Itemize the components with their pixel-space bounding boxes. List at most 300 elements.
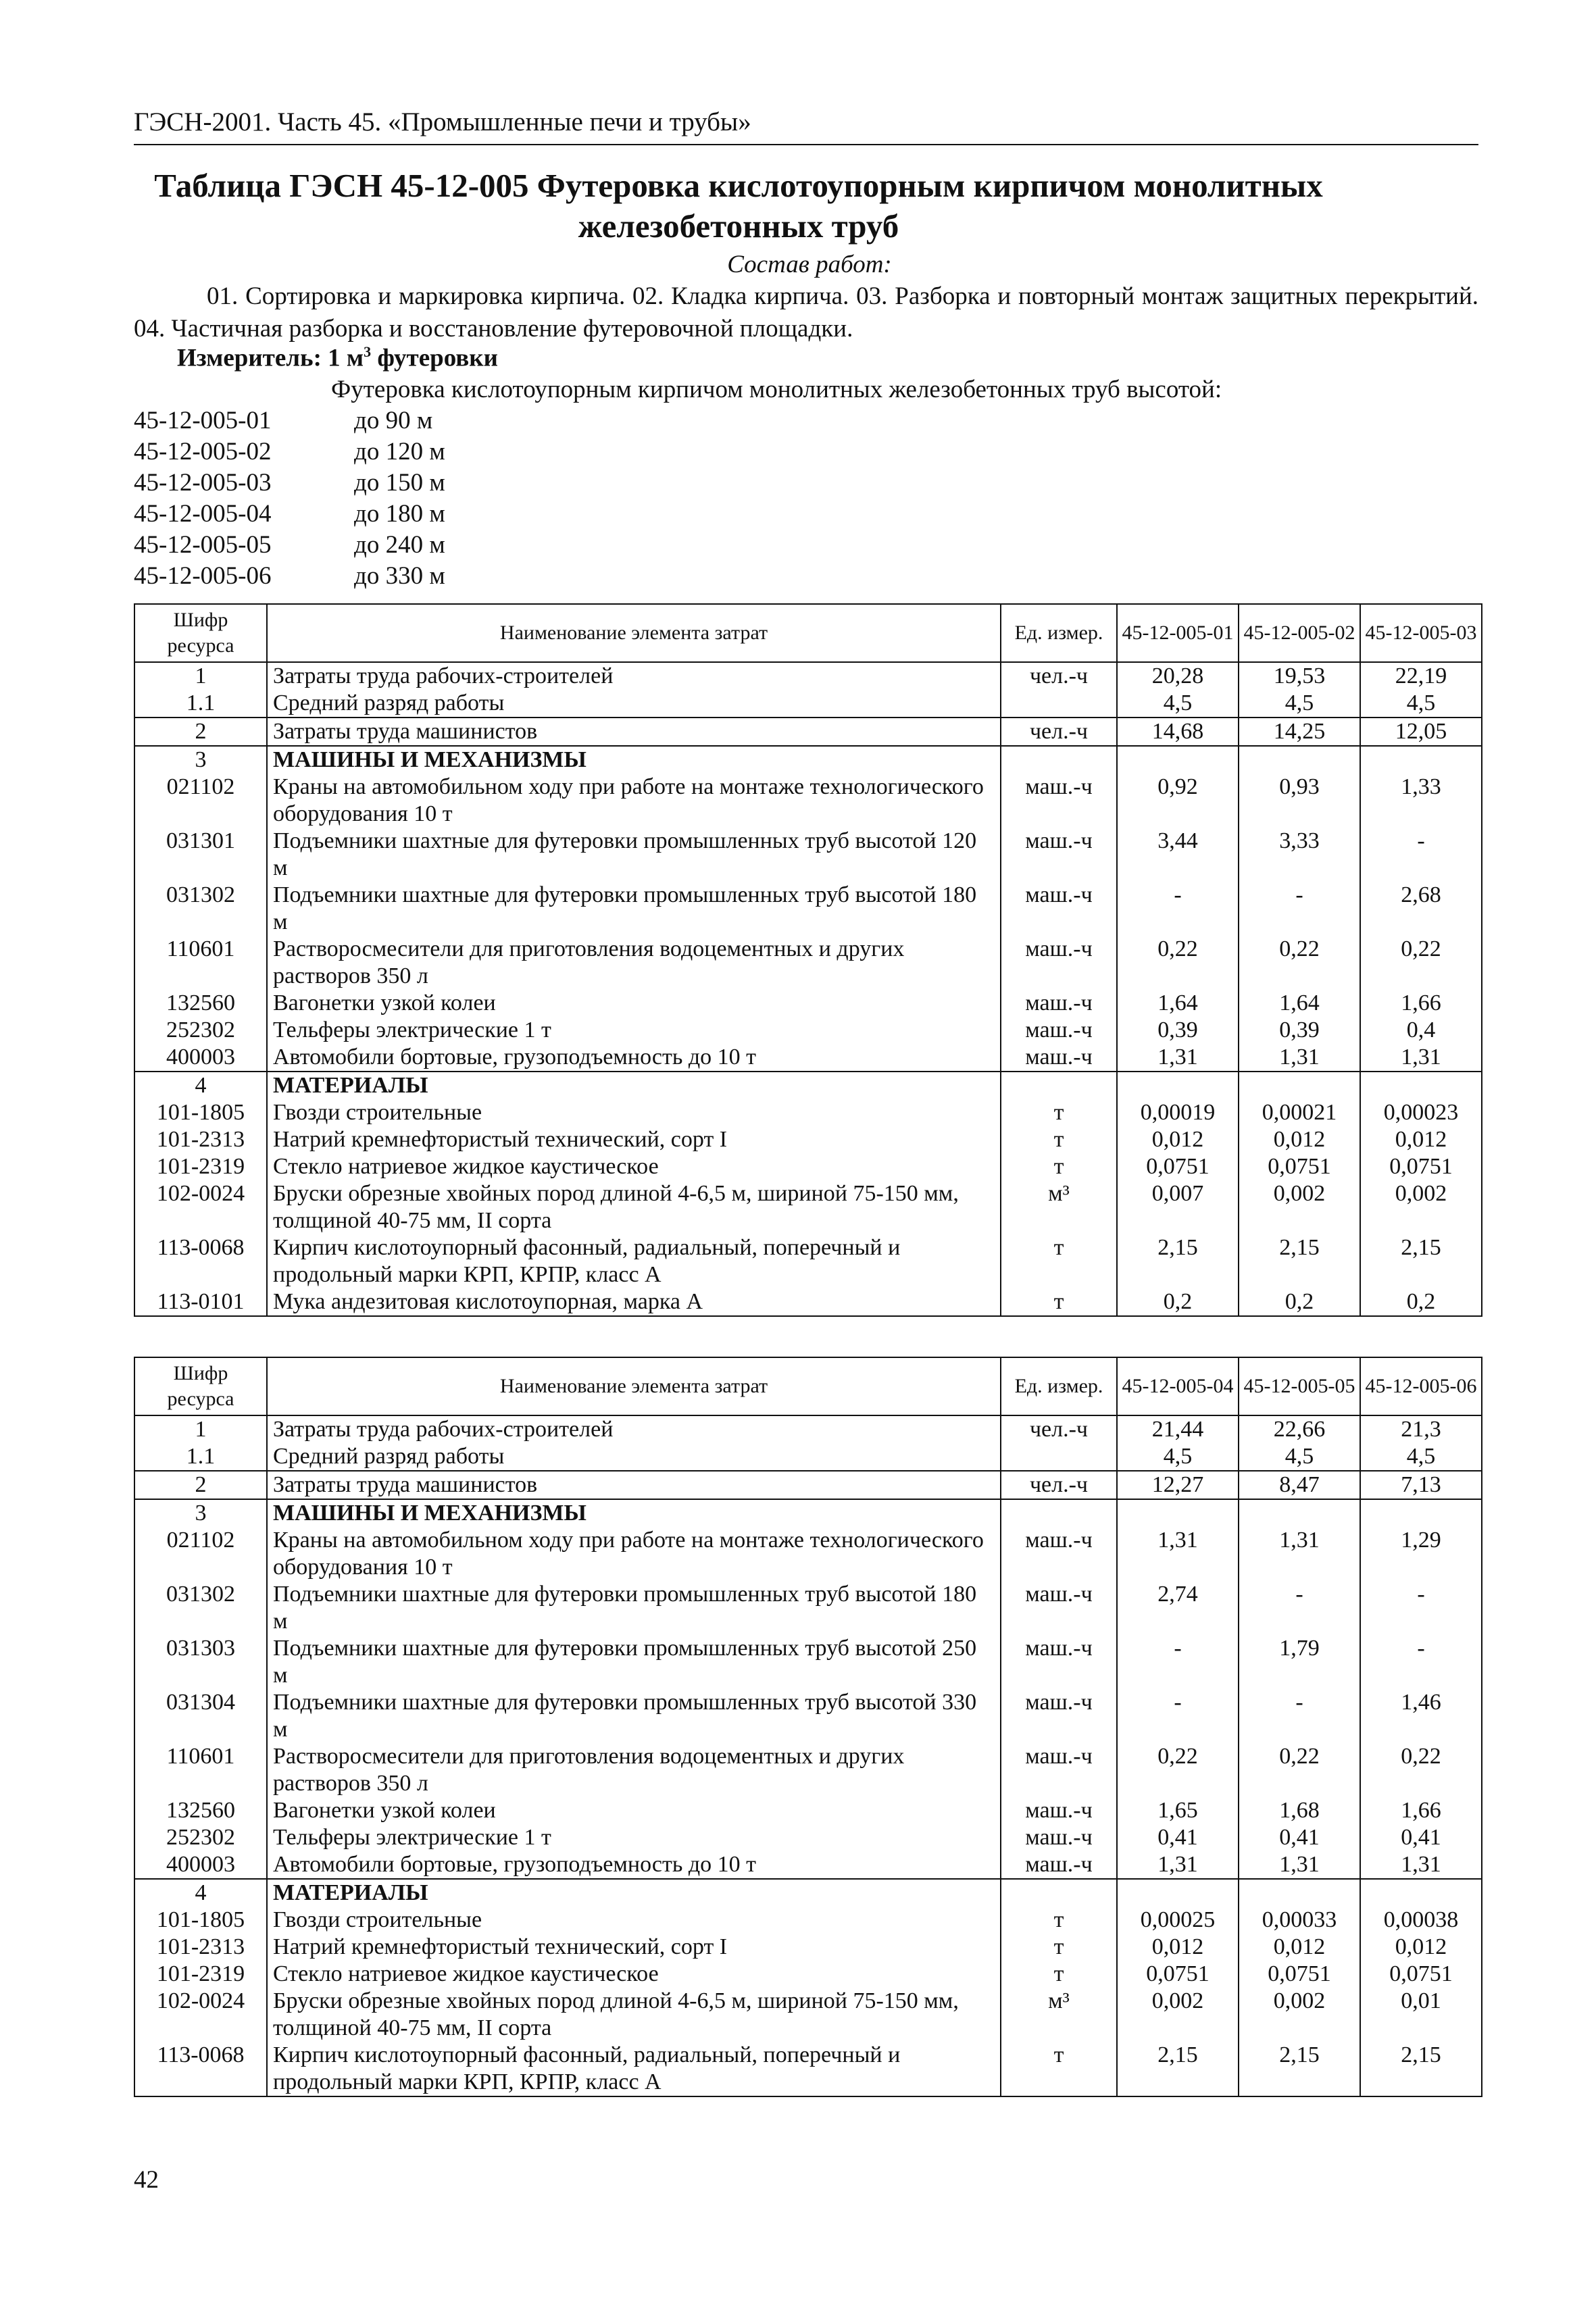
norm-value: 0,22: [1117, 1743, 1239, 1797]
norm-value: 4,5: [1239, 1443, 1360, 1471]
norm-value: 1,64: [1239, 990, 1360, 1017]
resource-code: 113-0068: [134, 1234, 267, 1288]
resource-code: 132560: [134, 990, 267, 1017]
table-row: [134, 1499, 1482, 1527]
header-name: Наименование элемента затрат: [267, 604, 1001, 662]
norm-value: 0,39: [1117, 1017, 1239, 1044]
table-header-row: [134, 604, 1482, 662]
cost-element-name: Средний разряд работы: [267, 1443, 1001, 1471]
header-col-code: 45-12-005-05: [1239, 1357, 1360, 1415]
resource-code: 252302: [134, 1017, 267, 1044]
table-row: [134, 1988, 1482, 2042]
resource-code: 101-2319: [134, 1153, 267, 1180]
code-description: до 180 м: [354, 500, 445, 528]
table-row: [134, 1797, 1482, 1824]
norm-value: -: [1360, 828, 1482, 882]
norm-value: 1,68: [1239, 1797, 1360, 1824]
norm-value: -: [1117, 1635, 1239, 1689]
cost-element-name: Бруски обрезные хвойных пород длиной 4-6,5 м, шириной 75-150 мм, толщиной 40-75 мм, II сорта: [267, 1988, 1001, 2042]
norm-value: -: [1239, 882, 1360, 936]
resource-code: 031304: [134, 1689, 267, 1743]
norm-value: 0,002: [1239, 1180, 1360, 1234]
norm-value: 4,5: [1239, 690, 1360, 718]
resource-code: 1.1: [134, 1443, 267, 1471]
norm-value: 1,29: [1360, 1527, 1482, 1581]
norm-value: 3,33: [1239, 828, 1360, 882]
resource-code: 4: [134, 1072, 267, 1099]
table-row: [134, 1581, 1482, 1635]
table-title-line2: железобетонных труб: [578, 207, 899, 245]
norm-value: [1239, 1072, 1360, 1099]
norm-value: 1,31: [1360, 1044, 1482, 1072]
resource-code: 4: [134, 1879, 267, 1907]
code-description: до 120 м: [354, 438, 445, 466]
norm-value: 0,012: [1239, 1126, 1360, 1153]
cost-element-name: Растворосмесители для приготовления водоцементных и других растворов 350 л: [267, 1743, 1001, 1797]
resource-code: 1: [134, 1415, 267, 1443]
norm-value: [1239, 1499, 1360, 1527]
unit-of-measure: [1001, 690, 1117, 718]
norm-value: [1239, 1879, 1360, 1907]
table-row: [134, 1879, 1482, 1907]
norm-value: 0,0751: [1117, 1961, 1239, 1988]
table-row: [134, 1851, 1482, 1879]
table-row: [134, 662, 1482, 690]
norm-value: 1,31: [1117, 1851, 1239, 1879]
norm-table-1: [134, 603, 1482, 1317]
code-number: 45-12-005-01: [134, 407, 272, 434]
code-description: до 240 м: [354, 531, 445, 559]
unit-of-measure: маш.-ч: [1001, 990, 1117, 1017]
resource-code: 021102: [134, 1527, 267, 1581]
measure-tail: футеровки: [371, 344, 498, 372]
table-row: [134, 774, 1482, 828]
norm-value: 1,66: [1360, 990, 1482, 1017]
table-row: [134, 990, 1482, 1017]
norm-table-2: [134, 1357, 1482, 2097]
unit-of-measure: маш.-ч: [1001, 1743, 1117, 1797]
norm-value: 0,2: [1360, 1288, 1482, 1316]
unit-of-measure: т: [1001, 1153, 1117, 1180]
table-row: [134, 1471, 1482, 1499]
resource-code: 113-0101: [134, 1288, 267, 1316]
norm-value: 22,19: [1360, 662, 1482, 690]
unit-of-measure: маш.-ч: [1001, 1824, 1117, 1851]
cost-element-name: Стекло натриевое жидкое каустическое: [267, 1153, 1001, 1180]
norm-value: 2,15: [1239, 1234, 1360, 1288]
norm-value: 1,31: [1117, 1527, 1239, 1581]
unit-of-measure: т: [1001, 2042, 1117, 2096]
table-row: [134, 936, 1482, 990]
unit-of-measure: маш.-ч: [1001, 774, 1117, 828]
norm-value: 0,012: [1117, 1126, 1239, 1153]
norm-value: 4,5: [1117, 1443, 1239, 1471]
norm-value: 0,22: [1360, 936, 1482, 990]
running-header: ГЭСН-2001. Часть 45. «Промышленные печи и трубы»: [134, 107, 751, 136]
resource-code: 1.1: [134, 690, 267, 718]
cost-element-name: Краны на автомобильном ходу при работе на монтаже технологического оборудования 10 т: [267, 1527, 1001, 1581]
norm-value: 0,00023: [1360, 1099, 1482, 1126]
norm-value: 0,22: [1360, 1743, 1482, 1797]
table-row: [134, 1527, 1482, 1581]
table-row: [134, 882, 1482, 936]
resource-code: 1: [134, 662, 267, 690]
norm-value: 0,012: [1360, 1126, 1482, 1153]
table-header-row: [134, 1357, 1482, 1415]
table-row: [134, 1099, 1482, 1126]
table-row: [134, 1126, 1482, 1153]
table-row: [134, 1153, 1482, 1180]
resource-code: 102-0024: [134, 1180, 267, 1234]
norm-value: 2,15: [1117, 2042, 1239, 2096]
norm-value: 1,31: [1239, 1044, 1360, 1072]
resource-code: 021102: [134, 774, 267, 828]
unit-of-measure: [1001, 1443, 1117, 1471]
table-row: [134, 1743, 1482, 1797]
code-number: 45-12-005-02: [134, 438, 272, 466]
norm-value: 0,4: [1360, 1017, 1482, 1044]
table-row: [134, 746, 1482, 774]
norm-value: 20,28: [1117, 662, 1239, 690]
norm-value: 0,002: [1360, 1180, 1482, 1234]
norm-value: 0,41: [1239, 1824, 1360, 1851]
unit-of-measure: т: [1001, 1234, 1117, 1288]
table-row: [134, 1072, 1482, 1099]
norm-value: 8,47: [1239, 1471, 1360, 1499]
cost-element-name: Натрий кремнефтористый технический, сорт I: [267, 1934, 1001, 1961]
norm-value: 2,15: [1239, 2042, 1360, 2096]
table-title: [134, 166, 1343, 247]
norm-value: [1360, 1879, 1482, 1907]
norm-value: 0,2: [1239, 1288, 1360, 1316]
cost-element-name: Кирпич кислотоупорный фасонный, радиальный, поперечный и продольный марки КРП, КРПР, класс А: [267, 2042, 1001, 2096]
code-item: [134, 468, 445, 499]
table-row: [134, 1443, 1482, 1471]
cost-element-name: Стекло натриевое жидкое каустическое: [267, 1961, 1001, 1988]
table-row: [134, 1180, 1482, 1234]
cost-element-name: Подъемники шахтные для футеровки промышленных труб высотой 250 м: [267, 1635, 1001, 1689]
cost-element-name: Затраты труда машинистов: [267, 718, 1001, 746]
norm-value: [1117, 1499, 1239, 1527]
norm-value: -: [1239, 1581, 1360, 1635]
measure-sup: 3: [364, 343, 372, 360]
cost-element-name: Подъемники шахтные для футеровки промышленных труб высотой 180 м: [267, 882, 1001, 936]
norm-value: [1239, 746, 1360, 774]
cost-element-name: МАШИНЫ И МЕХАНИЗМЫ: [267, 1499, 1001, 1527]
norm-value: 21,3: [1360, 1415, 1482, 1443]
norm-value: 0,0751: [1360, 1961, 1482, 1988]
measure-unit: [177, 343, 498, 372]
resource-code: 113-0068: [134, 2042, 267, 2096]
header-col-code: 45-12-005-02: [1239, 604, 1360, 662]
norm-value: 0,012: [1117, 1934, 1239, 1961]
table-title-line1: Таблица ГЭСН 45-12-005 Футеровка кислотоупорным кирпичом монолитных: [154, 167, 1323, 204]
code-item: [134, 561, 445, 592]
unit-of-measure: т: [1001, 1907, 1117, 1934]
table-row: [134, 828, 1482, 882]
header-col-code: 45-12-005-06: [1360, 1357, 1482, 1415]
norm-value: 22,66: [1239, 1415, 1360, 1443]
cost-element-name: Средний разряд работы: [267, 690, 1001, 718]
unit-of-measure: маш.-ч: [1001, 882, 1117, 936]
code-number: 45-12-005-06: [134, 562, 272, 590]
unit-of-measure: маш.-ч: [1001, 1527, 1117, 1581]
header-col-code: 45-12-005-03: [1360, 604, 1482, 662]
table-row: [134, 1288, 1482, 1316]
norm-value: 0,007: [1117, 1180, 1239, 1234]
norm-value: 7,13: [1360, 1471, 1482, 1499]
norm-value: -: [1360, 1635, 1482, 1689]
norm-value: 0,92: [1117, 774, 1239, 828]
cost-element-name: Кирпич кислотоупорный фасонный, радиальный, поперечный и продольный марки КРП, КРПР, класс А: [267, 1234, 1001, 1288]
norm-value: 0,00019: [1117, 1099, 1239, 1126]
unit-of-measure: маш.-ч: [1001, 936, 1117, 990]
code-number: 45-12-005-05: [134, 531, 272, 559]
norm-value: 0,0751: [1239, 1153, 1360, 1180]
norm-value: 3,44: [1117, 828, 1239, 882]
table-row: [134, 1824, 1482, 1851]
unit-of-measure: маш.-ч: [1001, 1851, 1117, 1879]
norm-value: 0,012: [1360, 1934, 1482, 1961]
header-unit: Ед. измер.: [1001, 1357, 1117, 1415]
resource-code: 2: [134, 718, 267, 746]
norm-value: 4,5: [1360, 690, 1482, 718]
norm-value: 2,74: [1117, 1581, 1239, 1635]
norm-value: 0,00033: [1239, 1907, 1360, 1934]
cost-element-name: МАТЕРИАЛЫ: [267, 1879, 1001, 1907]
table-row: [134, 1415, 1482, 1443]
cost-element-name: Натрий кремнефтористый технический, сорт I: [267, 1126, 1001, 1153]
unit-of-measure: м³: [1001, 1180, 1117, 1234]
norm-value: 1,31: [1239, 1527, 1360, 1581]
cost-element-name: Затраты труда машинистов: [267, 1471, 1001, 1499]
resource-code: 132560: [134, 1797, 267, 1824]
resource-code: 101-2319: [134, 1961, 267, 1988]
header-rule: [134, 144, 1478, 145]
unit-of-measure: маш.-ч: [1001, 828, 1117, 882]
cost-element-name: Автомобили бортовые, грузоподъемность до 10 т: [267, 1851, 1001, 1879]
unit-of-measure: т: [1001, 1288, 1117, 1316]
unit-of-measure: чел.-ч: [1001, 1415, 1117, 1443]
norm-value: 0,39: [1239, 1017, 1360, 1044]
header-code: Шифр ресурса: [134, 604, 267, 662]
unit-of-measure: [1001, 1879, 1117, 1907]
unit-of-measure: [1001, 746, 1117, 774]
unit-of-measure: [1001, 1072, 1117, 1099]
norm-value: 2,15: [1117, 1234, 1239, 1288]
norm-value: 12,27: [1117, 1471, 1239, 1499]
unit-of-measure: [1001, 1499, 1117, 1527]
unit-of-measure: т: [1001, 1961, 1117, 1988]
norm-value: 0,0751: [1360, 1153, 1482, 1180]
norm-value: 0,0751: [1117, 1153, 1239, 1180]
cost-element-name: Растворосмесители для приготовления водоцементных и других растворов 350 л: [267, 936, 1001, 990]
cost-element-name: Автомобили бортовые, грузоподъемность до 10 т: [267, 1044, 1001, 1072]
cost-element-name: Вагонетки узкой колеи: [267, 990, 1001, 1017]
resource-code: 110601: [134, 936, 267, 990]
norm-value: 0,01: [1360, 1988, 1482, 2042]
norm-value: [1360, 1072, 1482, 1099]
codes-list: [134, 405, 445, 592]
norm-value: 14,68: [1117, 718, 1239, 746]
unit-of-measure: т: [1001, 1126, 1117, 1153]
unit-of-measure: чел.-ч: [1001, 718, 1117, 746]
header-col-code: 45-12-005-04: [1117, 1357, 1239, 1415]
resource-code: 2: [134, 1471, 267, 1499]
code-item: [134, 530, 445, 561]
unit-of-measure: м³: [1001, 1988, 1117, 2042]
cost-element-name: МАШИНЫ И МЕХАНИЗМЫ: [267, 746, 1001, 774]
norm-value: [1117, 746, 1239, 774]
norm-value: [1360, 746, 1482, 774]
norm-value: 1,66: [1360, 1797, 1482, 1824]
norm-value: 0,012: [1239, 1934, 1360, 1961]
norm-value: 0,22: [1239, 936, 1360, 990]
norm-value: 21,44: [1117, 1415, 1239, 1443]
work-composition-text: 01. Сортировка и маркировка кирпича. 02. Кладка кирпича. 03. Разборка и повторный монтаж защитных перекрытий. 04. Частичная разборка и восстановление футеровочной площадки.: [134, 282, 1478, 343]
unit-of-measure: маш.-ч: [1001, 1797, 1117, 1824]
table-row: [134, 1635, 1482, 1689]
code-item: [134, 405, 445, 436]
norm-value: 1,31: [1117, 1044, 1239, 1072]
unit-of-measure: маш.-ч: [1001, 1581, 1117, 1635]
norm-value: 0,93: [1239, 774, 1360, 828]
table-row: [134, 1689, 1482, 1743]
resource-code: 031302: [134, 1581, 267, 1635]
work-composition-heading: Состав работ:: [727, 251, 892, 278]
table-row: [134, 1234, 1482, 1288]
cost-element-name: Мука андезитовая кислотоупорная, марка А: [267, 1288, 1001, 1316]
resource-code: 3: [134, 1499, 267, 1527]
norm-value: 0,00025: [1117, 1907, 1239, 1934]
page-number: 42: [134, 2166, 159, 2194]
unit-of-measure: маш.-ч: [1001, 1017, 1117, 1044]
resource-code: 400003: [134, 1851, 267, 1879]
code-description: до 90 м: [354, 407, 433, 434]
cost-element-name: Подъемники шахтные для футеровки промышленных труб высотой 330 м: [267, 1689, 1001, 1743]
cost-element-name: Гвозди строительные: [267, 1907, 1001, 1934]
measure-label: Измеритель: 1 м: [177, 344, 364, 372]
resource-code: 110601: [134, 1743, 267, 1797]
code-description: до 150 м: [354, 469, 445, 497]
unit-of-measure: т: [1001, 1934, 1117, 1961]
cost-element-name: МАТЕРИАЛЫ: [267, 1072, 1001, 1099]
resource-code: 031303: [134, 1635, 267, 1689]
code-number: 45-12-005-03: [134, 469, 272, 497]
norm-value: 0,002: [1117, 1988, 1239, 2042]
norm-value: [1117, 1879, 1239, 1907]
cost-element-name: Гвозди строительные: [267, 1099, 1001, 1126]
norm-value: 0,2: [1117, 1288, 1239, 1316]
resource-code: 101-2313: [134, 1126, 267, 1153]
cost-element-name: Затраты труда рабочих-строителей: [267, 1415, 1001, 1443]
resource-code: 031302: [134, 882, 267, 936]
table-row: [134, 2042, 1482, 2096]
resource-code: 101-2313: [134, 1934, 267, 1961]
norm-value: [1117, 1072, 1239, 1099]
resource-code: 3: [134, 746, 267, 774]
resource-code: 400003: [134, 1044, 267, 1072]
cost-element-name: Подъемники шахтные для футеровки промышленных труб высотой 120 м: [267, 828, 1001, 882]
cost-element-name: Тельферы электрические 1 т: [267, 1017, 1001, 1044]
table-row: [134, 1934, 1482, 1961]
unit-of-measure: маш.-ч: [1001, 1635, 1117, 1689]
norm-value: 1,31: [1360, 1851, 1482, 1879]
unit-of-measure: чел.-ч: [1001, 662, 1117, 690]
norm-value: 1,65: [1117, 1797, 1239, 1824]
norm-value: 0,41: [1360, 1824, 1482, 1851]
resource-code: 252302: [134, 1824, 267, 1851]
norm-value: 1,79: [1239, 1635, 1360, 1689]
norm-value: 4,5: [1117, 690, 1239, 718]
norm-value: 19,53: [1239, 662, 1360, 690]
code-item: [134, 436, 445, 468]
table-row: [134, 1044, 1482, 1072]
cost-element-name: Бруски обрезные хвойных пород длиной 4-6,5 м, шириной 75-150 мм, толщиной 40-75 мм, II сорта: [267, 1180, 1001, 1234]
norm-value: 2,15: [1360, 2042, 1482, 2096]
code-number: 45-12-005-04: [134, 500, 272, 528]
norm-value: 2,68: [1360, 882, 1482, 936]
code-item: [134, 499, 445, 530]
norm-value: -: [1117, 1689, 1239, 1743]
norm-value: 12,05: [1360, 718, 1482, 746]
table-row: [134, 718, 1482, 746]
norm-value: 0,00038: [1360, 1907, 1482, 1934]
norm-value: 0,0751: [1239, 1961, 1360, 1988]
norm-value: 0,22: [1117, 936, 1239, 990]
header-unit: Ед. измер.: [1001, 604, 1117, 662]
unit-of-measure: чел.-ч: [1001, 1471, 1117, 1499]
unit-of-measure: маш.-ч: [1001, 1689, 1117, 1743]
norm-value: 0,00021: [1239, 1099, 1360, 1126]
unit-of-measure: маш.-ч: [1001, 1044, 1117, 1072]
norm-value: [1360, 1499, 1482, 1527]
header-col-code: 45-12-005-01: [1117, 604, 1239, 662]
codes-title: Футеровка кислотоупорным кирпичом монолитных железобетонных труб высотой:: [331, 376, 1222, 403]
resource-code: 102-0024: [134, 1988, 267, 2042]
norm-value: 1,64: [1117, 990, 1239, 1017]
table-row: [134, 1961, 1482, 1988]
norm-value: -: [1117, 882, 1239, 936]
norm-value: 1,31: [1239, 1851, 1360, 1879]
cost-element-name: Затраты труда рабочих-строителей: [267, 662, 1001, 690]
norm-value: 2,15: [1360, 1234, 1482, 1288]
cost-element-name: Подъемники шахтные для футеровки промышленных труб высотой 180 м: [267, 1581, 1001, 1635]
table-row: [134, 1017, 1482, 1044]
norm-value: 4,5: [1360, 1443, 1482, 1471]
cost-element-name: Тельферы электрические 1 т: [267, 1824, 1001, 1851]
code-description: до 330 м: [354, 562, 445, 590]
norm-value: 0,22: [1239, 1743, 1360, 1797]
norm-value: 1,33: [1360, 774, 1482, 828]
resource-code: 101-1805: [134, 1099, 267, 1126]
resource-code: 031301: [134, 828, 267, 882]
unit-of-measure: т: [1001, 1099, 1117, 1126]
norm-value: -: [1360, 1581, 1482, 1635]
resource-code: 101-1805: [134, 1907, 267, 1934]
norm-value: 1,46: [1360, 1689, 1482, 1743]
cost-element-name: Вагонетки узкой колеи: [267, 1797, 1001, 1824]
norm-value: 14,25: [1239, 718, 1360, 746]
table-row: [134, 1907, 1482, 1934]
table-row: [134, 690, 1482, 718]
norm-value: -: [1239, 1689, 1360, 1743]
norm-value: 0,41: [1117, 1824, 1239, 1851]
header-code: Шифр ресурса: [134, 1357, 267, 1415]
norm-value: 0,002: [1239, 1988, 1360, 2042]
header-name: Наименование элемента затрат: [267, 1357, 1001, 1415]
cost-element-name: Краны на автомобильном ходу при работе на монтаже технологического оборудования 10 т: [267, 774, 1001, 828]
